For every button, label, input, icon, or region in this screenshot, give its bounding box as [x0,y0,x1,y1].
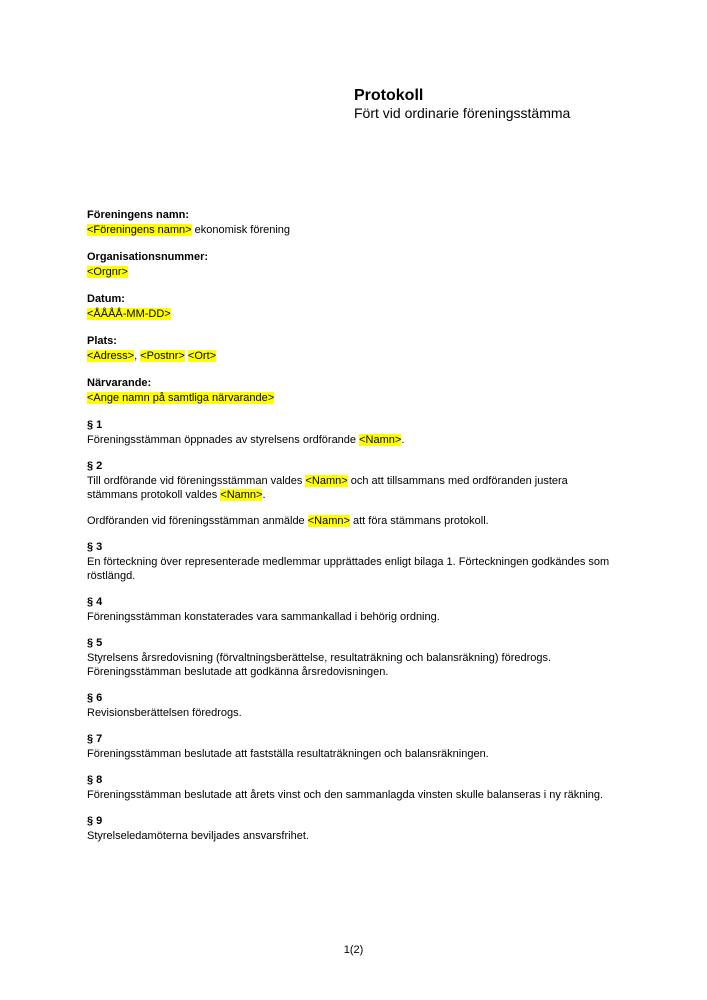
section-text: Föreningsstämman beslutade att fastställa resultaträkningen och balansräkningen. [87,748,489,760]
field-value [87,307,617,322]
text-run: . [262,489,266,501]
field-value [87,391,617,406]
section-text: En förteckning över representerade medlemmar upprättades enligt bilaga 1. Förteckningen godkändes som röstlängd. [87,556,610,582]
section-8 [87,773,617,802]
text-run: och att tillsammans med ordföranden justera stämmans protokoll valdes [87,475,568,501]
section-text [87,514,617,528]
section-5 [87,636,617,679]
field-label: Organisationsnummer: [87,251,209,263]
section-text: Revisionsberättelsen föredrogs. [87,707,242,719]
field-present [87,376,617,406]
field-label: Närvarande: [87,377,152,389]
text-run: Ordföranden vid föreningsstämman anmälde [87,515,308,527]
section-4 [87,595,617,624]
text-run: att föra stämmans protokoll. [349,515,489,527]
text-run: Till ordförande vid föreningsstämman valdes [87,475,306,487]
document-subtitle: Fört vid ordinarie föreningsstämma [354,105,571,121]
field-place [87,334,617,364]
section-text [87,433,617,447]
text-run: . [401,434,405,446]
field-value [87,349,617,364]
placeholder-name: <Namn> [305,475,348,487]
text-run: Föreningsstämman öppnades av styrelsens ordförande [87,434,360,446]
field-label: Föreningens namn: [87,209,190,221]
section-text: Föreningsstämman konstaterades vara sammankallad i behörig ordning. [87,611,440,623]
field-date [87,292,617,322]
section-9 [87,814,617,843]
field-label: Datum: [87,293,125,305]
placeholder-postnr: <Postnr> [140,350,185,362]
section-6 [87,691,617,720]
section-text [87,474,617,502]
section-heading: § 8 [87,774,103,786]
placeholder-name: <Namn> [220,489,263,501]
section-2 [87,459,617,528]
field-label: Plats: [87,335,117,347]
field-value [87,265,617,280]
page-number: 1(2) [343,944,364,956]
section-3 [87,540,617,583]
field-association-name [87,208,617,238]
placeholder-orgnr: <Orgnr> [87,266,128,278]
section-text: Styrelsens årsredovisning (förvaltningsberättelse, resultaträkning och balansräkning) föredrogs. Föreningsstämman beslutade att godkänna årsredovisningen. [87,652,552,678]
section-text: Föreningsstämman beslutade att årets vinst och den sammanlagda vinsten skulle balanseras i ny räkning. [87,789,604,801]
separator: , [134,350,141,362]
section-heading: § 1 [87,419,103,431]
document-title: Protokoll [354,87,424,104]
section-heading: § 5 [87,637,103,649]
placeholder-date: <ÅÅÅÅ-MM-DD> [87,308,171,320]
section-1 [87,418,617,447]
section-text: Styrelseledamöterna beviljades ansvarsfrihet. [87,830,309,842]
title-block [354,86,570,122]
field-value [87,223,617,238]
section-7 [87,732,617,761]
section-heading: § 7 [87,733,103,745]
placeholder-address: <Adress> [87,350,135,362]
placeholder-name: <Namn> [307,515,350,527]
section-heading: § 9 [87,815,103,827]
document-body [87,208,617,855]
association-suffix: ekonomisk förening [191,224,291,236]
field-orgnr [87,250,617,280]
section-heading: § 2 [87,460,103,472]
section-heading: § 4 [87,596,103,608]
placeholder-ort: <Ort> [187,350,217,362]
section-heading: § 6 [87,692,103,704]
placeholder-present: <Ange namn på samtliga närvarande> [87,392,275,404]
placeholder-association-name: <Föreningens namn> [87,224,192,236]
section-heading: § 3 [87,541,103,553]
placeholder-name: <Namn> [359,434,402,446]
